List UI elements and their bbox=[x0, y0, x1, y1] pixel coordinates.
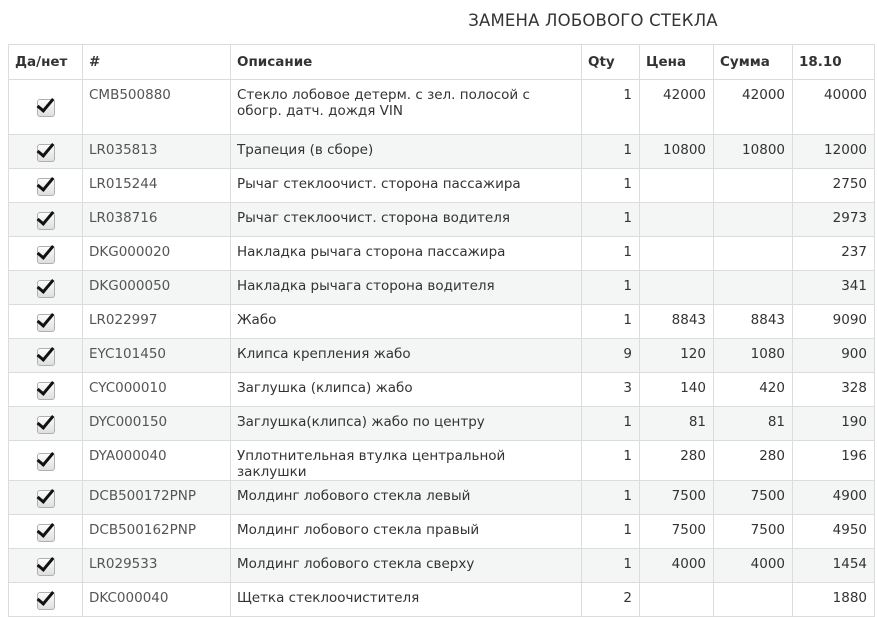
checkbox-checked-icon[interactable] bbox=[37, 558, 55, 576]
qty-cell: 1 bbox=[582, 481, 640, 515]
description-cell: Молдинг лобового стекла правый bbox=[231, 515, 582, 549]
description-cell: Молдинг лобового стекла сверху bbox=[231, 549, 582, 583]
table-row[interactable] bbox=[9, 373, 875, 407]
qty-cell: 1 bbox=[582, 169, 640, 203]
description-cell: Трапеция (в сборе) bbox=[231, 135, 582, 169]
sum-cell bbox=[714, 169, 793, 203]
part-number-cell: LR038716 bbox=[83, 203, 231, 237]
price-cell bbox=[640, 237, 714, 271]
extra-price-cell: 4900 bbox=[793, 481, 875, 515]
page-title: ЗАМЕНА ЛОБОВОГО СТЕКЛА bbox=[468, 11, 718, 30]
table-row[interactable] bbox=[9, 549, 875, 583]
table-row[interactable] bbox=[9, 203, 875, 237]
sum-cell bbox=[714, 583, 793, 617]
checkbox-checked-icon[interactable] bbox=[37, 524, 55, 542]
qty-cell: 1 bbox=[582, 515, 640, 549]
part-number-cell: LR022997 bbox=[83, 305, 231, 339]
checkbox-checked-icon[interactable] bbox=[37, 453, 55, 471]
qty-cell: 1 bbox=[582, 80, 640, 135]
extra-price-cell: 237 bbox=[793, 237, 875, 271]
description-cell: Заглушка (клипса) жабо bbox=[231, 373, 582, 407]
extra-price-cell: 40000 bbox=[793, 80, 875, 135]
price-cell bbox=[640, 583, 714, 617]
row-checkbox-cell bbox=[9, 203, 83, 237]
parts-table bbox=[8, 44, 875, 617]
part-number-cell: DYA000040 bbox=[83, 441, 231, 481]
checkbox-checked-icon[interactable] bbox=[37, 314, 55, 332]
sum-cell bbox=[714, 237, 793, 271]
extra-price-cell: 900 bbox=[793, 339, 875, 373]
qty-cell: 1 bbox=[582, 305, 640, 339]
table-row[interactable] bbox=[9, 237, 875, 271]
qty-cell: 1 bbox=[582, 135, 640, 169]
table-row[interactable] bbox=[9, 441, 875, 481]
extra-price-cell: 190 bbox=[793, 407, 875, 441]
checkbox-checked-icon[interactable] bbox=[37, 212, 55, 230]
part-number-cell: CYC000010 bbox=[83, 373, 231, 407]
table-row[interactable] bbox=[9, 339, 875, 373]
part-number-cell: EYC101450 bbox=[83, 339, 231, 373]
part-number-cell: LR029533 bbox=[83, 549, 231, 583]
row-checkbox-cell bbox=[9, 80, 83, 135]
row-checkbox-cell bbox=[9, 583, 83, 617]
row-checkbox-cell bbox=[9, 549, 83, 583]
price-cell: 7500 bbox=[640, 515, 714, 549]
table-row[interactable] bbox=[9, 583, 875, 617]
table-row[interactable] bbox=[9, 305, 875, 339]
description-cell: Клипса крепления жабо bbox=[231, 339, 582, 373]
checkbox-checked-icon[interactable] bbox=[37, 416, 55, 434]
row-checkbox-cell bbox=[9, 407, 83, 441]
part-number-cell: DKC000040 bbox=[83, 583, 231, 617]
row-checkbox-cell bbox=[9, 339, 83, 373]
column-header-extra[interactable]: 18.10 bbox=[793, 45, 875, 80]
part-number-cell: DKG000050 bbox=[83, 271, 231, 305]
part-number-cell: DKG000020 bbox=[83, 237, 231, 271]
checkbox-checked-icon[interactable] bbox=[37, 382, 55, 400]
qty-cell: 9 bbox=[582, 339, 640, 373]
row-checkbox-cell bbox=[9, 135, 83, 169]
column-header-description[interactable]: Описание bbox=[231, 45, 582, 80]
row-checkbox-cell bbox=[9, 237, 83, 271]
sum-cell: 8843 bbox=[714, 305, 793, 339]
table-row[interactable] bbox=[9, 271, 875, 305]
price-cell: 8843 bbox=[640, 305, 714, 339]
checkbox-checked-icon[interactable] bbox=[37, 348, 55, 366]
extra-price-cell: 1454 bbox=[793, 549, 875, 583]
extra-price-cell: 2973 bbox=[793, 203, 875, 237]
table-row[interactable] bbox=[9, 515, 875, 549]
checkbox-checked-icon[interactable] bbox=[37, 592, 55, 610]
column-header-sum[interactable]: Сумма bbox=[714, 45, 793, 80]
sum-cell: 7500 bbox=[714, 515, 793, 549]
table-row[interactable] bbox=[9, 407, 875, 441]
qty-cell: 1 bbox=[582, 407, 640, 441]
extra-price-cell: 328 bbox=[793, 373, 875, 407]
part-number-cell: DYC000150 bbox=[83, 407, 231, 441]
part-number-cell: DCB500172PNP bbox=[83, 481, 231, 515]
sum-cell bbox=[714, 203, 793, 237]
row-checkbox-cell bbox=[9, 271, 83, 305]
description-cell: Молдинг лобового стекла левый bbox=[231, 481, 582, 515]
extra-price-cell: 1880 bbox=[793, 583, 875, 617]
extra-price-cell: 2750 bbox=[793, 169, 875, 203]
checkbox-checked-icon[interactable] bbox=[37, 99, 55, 117]
extra-price-cell: 9090 bbox=[793, 305, 875, 339]
sum-cell bbox=[714, 271, 793, 305]
description-cell: Накладка рычага сторона водителя bbox=[231, 271, 582, 305]
part-number-cell: CMB500880 bbox=[83, 80, 231, 135]
description-cell: Щетка стеклоочистителя bbox=[231, 583, 582, 617]
sum-cell: 42000 bbox=[714, 80, 793, 135]
description-cell: Уплотнительная втулка центральной заклушки bbox=[231, 441, 582, 481]
table-row[interactable] bbox=[9, 169, 875, 203]
price-cell: 4000 bbox=[640, 549, 714, 583]
checkbox-checked-icon[interactable] bbox=[37, 144, 55, 162]
extra-price-cell: 341 bbox=[793, 271, 875, 305]
description-cell: Рычаг стеклоочист. сторона пассажира bbox=[231, 169, 582, 203]
sum-cell: 4000 bbox=[714, 549, 793, 583]
qty-cell: 1 bbox=[582, 441, 640, 481]
checkbox-checked-icon[interactable] bbox=[37, 490, 55, 508]
sum-cell: 7500 bbox=[714, 481, 793, 515]
table-row[interactable] bbox=[9, 481, 875, 515]
qty-cell: 1 bbox=[582, 549, 640, 583]
price-cell: 42000 bbox=[640, 80, 714, 135]
description-cell: Накладка рычага сторона пассажира bbox=[231, 237, 582, 271]
checkbox-checked-icon[interactable] bbox=[37, 280, 55, 298]
column-header-price[interactable]: Цена bbox=[640, 45, 714, 80]
sum-cell: 10800 bbox=[714, 135, 793, 169]
column-header-check[interactable]: Да/нет bbox=[9, 45, 83, 80]
column-header-code[interactable]: # bbox=[83, 45, 231, 80]
sum-cell: 1080 bbox=[714, 339, 793, 373]
part-number-cell: LR035813 bbox=[83, 135, 231, 169]
price-cell: 140 bbox=[640, 373, 714, 407]
extra-price-cell: 196 bbox=[793, 441, 875, 481]
qty-cell: 1 bbox=[582, 237, 640, 271]
qty-cell: 1 bbox=[582, 271, 640, 305]
row-checkbox-cell bbox=[9, 373, 83, 407]
price-cell bbox=[640, 271, 714, 305]
description-cell: Стекло лобовое детерм. с зел. полосой с обогр. датч. дождя VIN bbox=[231, 80, 582, 135]
table-header-row bbox=[9, 45, 875, 80]
part-number-cell: LR015244 bbox=[83, 169, 231, 203]
row-checkbox-cell bbox=[9, 481, 83, 515]
row-checkbox-cell bbox=[9, 515, 83, 549]
price-cell bbox=[640, 169, 714, 203]
part-number-cell: DCB500162PNP bbox=[83, 515, 231, 549]
row-checkbox-cell bbox=[9, 441, 83, 481]
qty-cell: 3 bbox=[582, 373, 640, 407]
description-cell: Заглушка(клипса) жабо по центру bbox=[231, 407, 582, 441]
row-checkbox-cell bbox=[9, 305, 83, 339]
price-cell: 7500 bbox=[640, 481, 714, 515]
table-row[interactable] bbox=[9, 80, 875, 135]
checkbox-checked-icon[interactable] bbox=[37, 178, 55, 196]
checkbox-checked-icon[interactable] bbox=[37, 246, 55, 264]
price-cell bbox=[640, 203, 714, 237]
table-row[interactable] bbox=[9, 135, 875, 169]
sum-cell: 420 bbox=[714, 373, 793, 407]
row-checkbox-cell bbox=[9, 169, 83, 203]
sum-cell: 280 bbox=[714, 441, 793, 481]
description-cell: Жабо bbox=[231, 305, 582, 339]
price-cell: 120 bbox=[640, 339, 714, 373]
sum-cell: 81 bbox=[714, 407, 793, 441]
price-cell: 280 bbox=[640, 441, 714, 481]
extra-price-cell: 12000 bbox=[793, 135, 875, 169]
price-cell: 10800 bbox=[640, 135, 714, 169]
description-cell: Рычаг стеклоочист. сторона водителя bbox=[231, 203, 582, 237]
extra-price-cell: 4950 bbox=[793, 515, 875, 549]
column-header-qty[interactable]: Qty bbox=[582, 45, 640, 80]
qty-cell: 2 bbox=[582, 583, 640, 617]
price-cell: 81 bbox=[640, 407, 714, 441]
qty-cell: 1 bbox=[582, 203, 640, 237]
